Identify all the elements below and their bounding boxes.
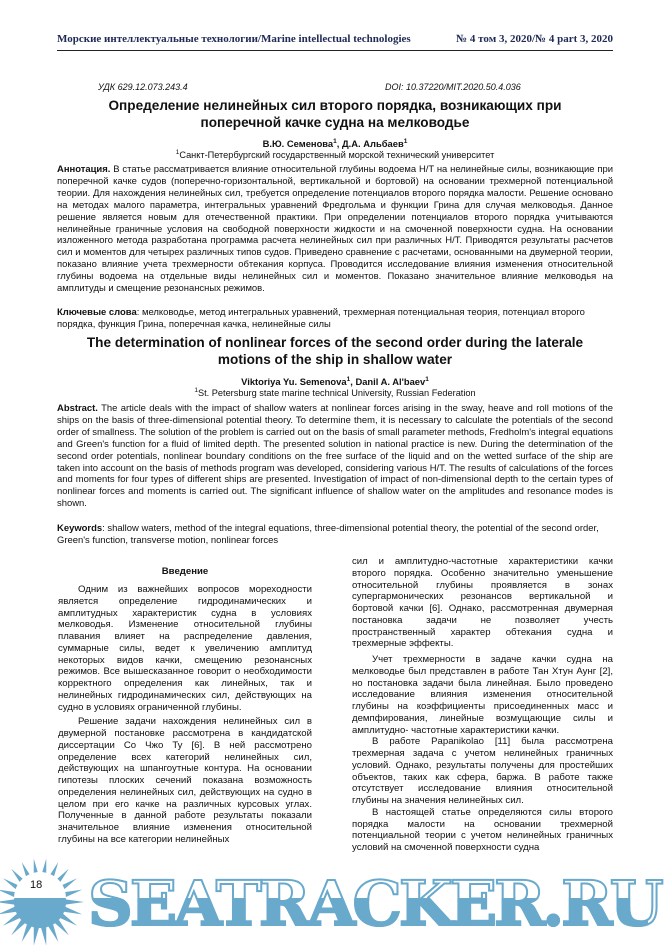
abstract-label: Abstract.	[57, 403, 98, 414]
author: Danil A. Al'baev	[355, 376, 426, 387]
section-heading-intro: Введение	[161, 566, 209, 577]
en-title-line: motions of the ship in shallow water	[217, 352, 453, 367]
body-paragraph: В настоящей статье определяются силы второго порядка малости на основании трехмерной потенциальной теории с учетом нелинейных граничных условий на смоченной поверхности судна	[352, 806, 613, 853]
author: Д.А. Альбаев	[342, 138, 404, 149]
abstract-text: The article deals with the impact of shallow waters at nonlinear forces arising in the sway, heave and roll motions of the ships on the basis of three-dimensional potential theory. To determine them, it is necessary to calculate the potentials of the second order of smallness. The solution of the problem is carried out on the basis of small parameter methods, Fredholm's integral equations and Green's function for a fluid of limited depth. The presented solution in national practice is new. During the determination of the second order potentials, nonlinear boundary conditions on the free surface of the liquid and on the wetted surface of the ship are taken into account on the basis of methods program was developed, considering various H/T. The results of calculations of the forces and moments for four types of different ships are presented. Investigation of impact of non-dimensional depth to the certain types of nonlinear forces and moments is carried out. The significant influence of shallow water on the amplitudes and resonance modes is shown.	[57, 403, 613, 510]
ru-affiliation	[60, 150, 610, 160]
en-title-line: The determination of nonlinear forces of the second order during the laterale	[86, 335, 584, 350]
body-column-right	[352, 556, 613, 854]
doi[interactable]: DOI: 10.37220/MIT.2020.50.4.036	[385, 82, 521, 92]
journal-name: Морские интеллектуальные технологии/Marine intellectual technologies	[57, 33, 411, 45]
running-header	[57, 33, 613, 45]
ru-abstract	[57, 164, 613, 295]
body-paragraph: сил и амплитудно-частотные характеристики качки второго порядка. Особенно значительно уменьшение относительной глубины проявляется в зонах супергармонических резонансов вертикальной и бортовой качки [6]. Однако, рассмотренная двумерная постановка задачи не позволяет учесть пространственный характер обтекания судна и трехмерные эффекты.	[352, 556, 613, 650]
en-abstract	[57, 403, 613, 510]
affil-mark: 1	[333, 137, 337, 145]
en-keywords	[57, 523, 613, 547]
affil-mark: 1	[346, 375, 351, 383]
body-paragraph: Учет трехмерности в задаче качки судна на мелководье был представлен в работе Тан Хтун Аунг [2], но постановка задачи была линейная. Было проведено исследование влияния изменения относительной глубины на коэффициенты присоединенных масс и демпфирования, линейные возмущающие силы и амплитудно- частотные характеристики качки.	[352, 654, 613, 736]
body-paragraph: В работе Papanikolao [11] была рассмотрена трехмерная задача с учетом нелинейных граничных условий. Однако, результаты получены для простейших объектов, таких как сфера, баржа. В работе также отсутствует исследование влияния относительной глубины на значения нелинейных сил.	[352, 736, 613, 806]
affiliation-text: St. Petersburg state marine technical University, Russian Federation	[198, 388, 476, 398]
affil-mark: 1	[425, 375, 429, 383]
issue-info: № 4 том 3, 2020/№ 4 part 3, 2020	[456, 33, 613, 45]
ru-authors: В.Ю. Семенова$^1$, Д.А. Альбаев$^1$	[262, 137, 408, 149]
body-column-left	[58, 584, 312, 846]
ru-title	[60, 97, 610, 131]
ru-title-line: поперечной качке судна на мелководье	[200, 115, 470, 130]
abstract-text: В статье рассматривается влияние относительной глубины водоема H/T на нелинейные силы, возникающие при поперечной качке судов (поперечно-горизонтальной, вертикальной и бортовой) на основании трехмерной потенциальной теории. Для нахождения нелинейных сил, требуется определение потенциалов второго порядка малости. Решение основано на методах малого параметра, интегральных уравнений Фредгольма и функции Грина для случая мелководья. Данное решение является новым для отечественной практики. При определении потенциалов второго порядка учитываются нелинейные граничные условия на свободной поверхности жидкости и на смоченной поверхности судна. На основании изложенного метода разработана программа расчета нелинейных сил при различных H/T. Приводятся результаты расчетов сил и моментов для четырех различных типов судов. Приведено сравнение с расчетами, основанными на двумерной теории, показано влияние учета трехмерности обтекания корпуса. Проводится исследование влияния изменения относительной глубины водоема на отдельные виды нелинейных сил и моментов. Показано значительное влияние мелководья на амплитуды и смещение резонансных режимов.	[57, 164, 613, 295]
ru-keywords	[57, 307, 613, 331]
en-authors: Viktoriya Yu. Semenova$^1$, Danil A. Al'baev$^1$	[241, 375, 429, 387]
affil-mark: 1	[403, 137, 408, 145]
ru-title-line: Определение нелинейных сил второго порядка, возникающих при	[108, 98, 562, 113]
keywords-text: : мелководье, метод интегральных уравнений, трехмерная потенциальная теория, потенциал второго порядка, функция Грина, поперечная качка, нелинейные силы	[57, 307, 585, 330]
udk-code: УДК 629.12.073.243.4	[98, 82, 188, 92]
watermark-logo: SEATRACKER.RU	[88, 867, 661, 940]
en-affiliation	[60, 388, 610, 398]
sun-logo-icon	[0, 858, 90, 945]
author: Viktoriya Yu. Semenova	[241, 376, 347, 387]
body-paragraph: Одним из важнейших вопросов мореходности является определение гидродинамических и амплитудных характеристик судна в условиях мелководья. Изменение относительной глубины плавания влияет на распределение давления, суммарные силы, ведет к увеличению амплитуд некоторых видов качки, смещению резонансных режимов. Все вышесказанное говорит о необходимости корректного определения как линейных, так и нелинейных гидродинамических сил, действующих на судно в условиях ограниченной глубины.	[58, 584, 312, 713]
header-rule	[57, 50, 613, 51]
affil-mark: 1	[175, 148, 180, 156]
keywords-label: Ключевые слова	[57, 307, 137, 318]
keywords-text: : shallow waters, method of the integral equations, three-dimensional potential theory, the potential of the second order, Green's function, transverse motion, nonlinear forces	[57, 523, 599, 546]
abstract-label: Аннотация.	[57, 164, 111, 175]
author: В.Ю. Семенова	[262, 138, 334, 149]
affiliation-text: Санкт-Петербургский государственный морской технический университет	[179, 150, 495, 160]
page-number: 18	[30, 879, 43, 891]
body-paragraph: Решение задачи нахождения нелинейных сил в двумерной постановке рассмотрена в кандидатской диссертации Со Чжо Ту [6]. В ней рассмотрено определение всех категорий нелинейных сил, действующих на шпангоутные контура. На основании гипотезы плоских сечений показана возможность определения нелинейных сил, действующих на судно в целом при его качке на различных курсовых углах. Полученные в данной работе результаты показали значительное влияние изменения относительной глубины на все категории нелинейных	[58, 716, 312, 845]
affil-mark: 1	[194, 386, 198, 394]
keywords-label: Keywords	[57, 523, 103, 534]
en-title	[60, 334, 610, 368]
